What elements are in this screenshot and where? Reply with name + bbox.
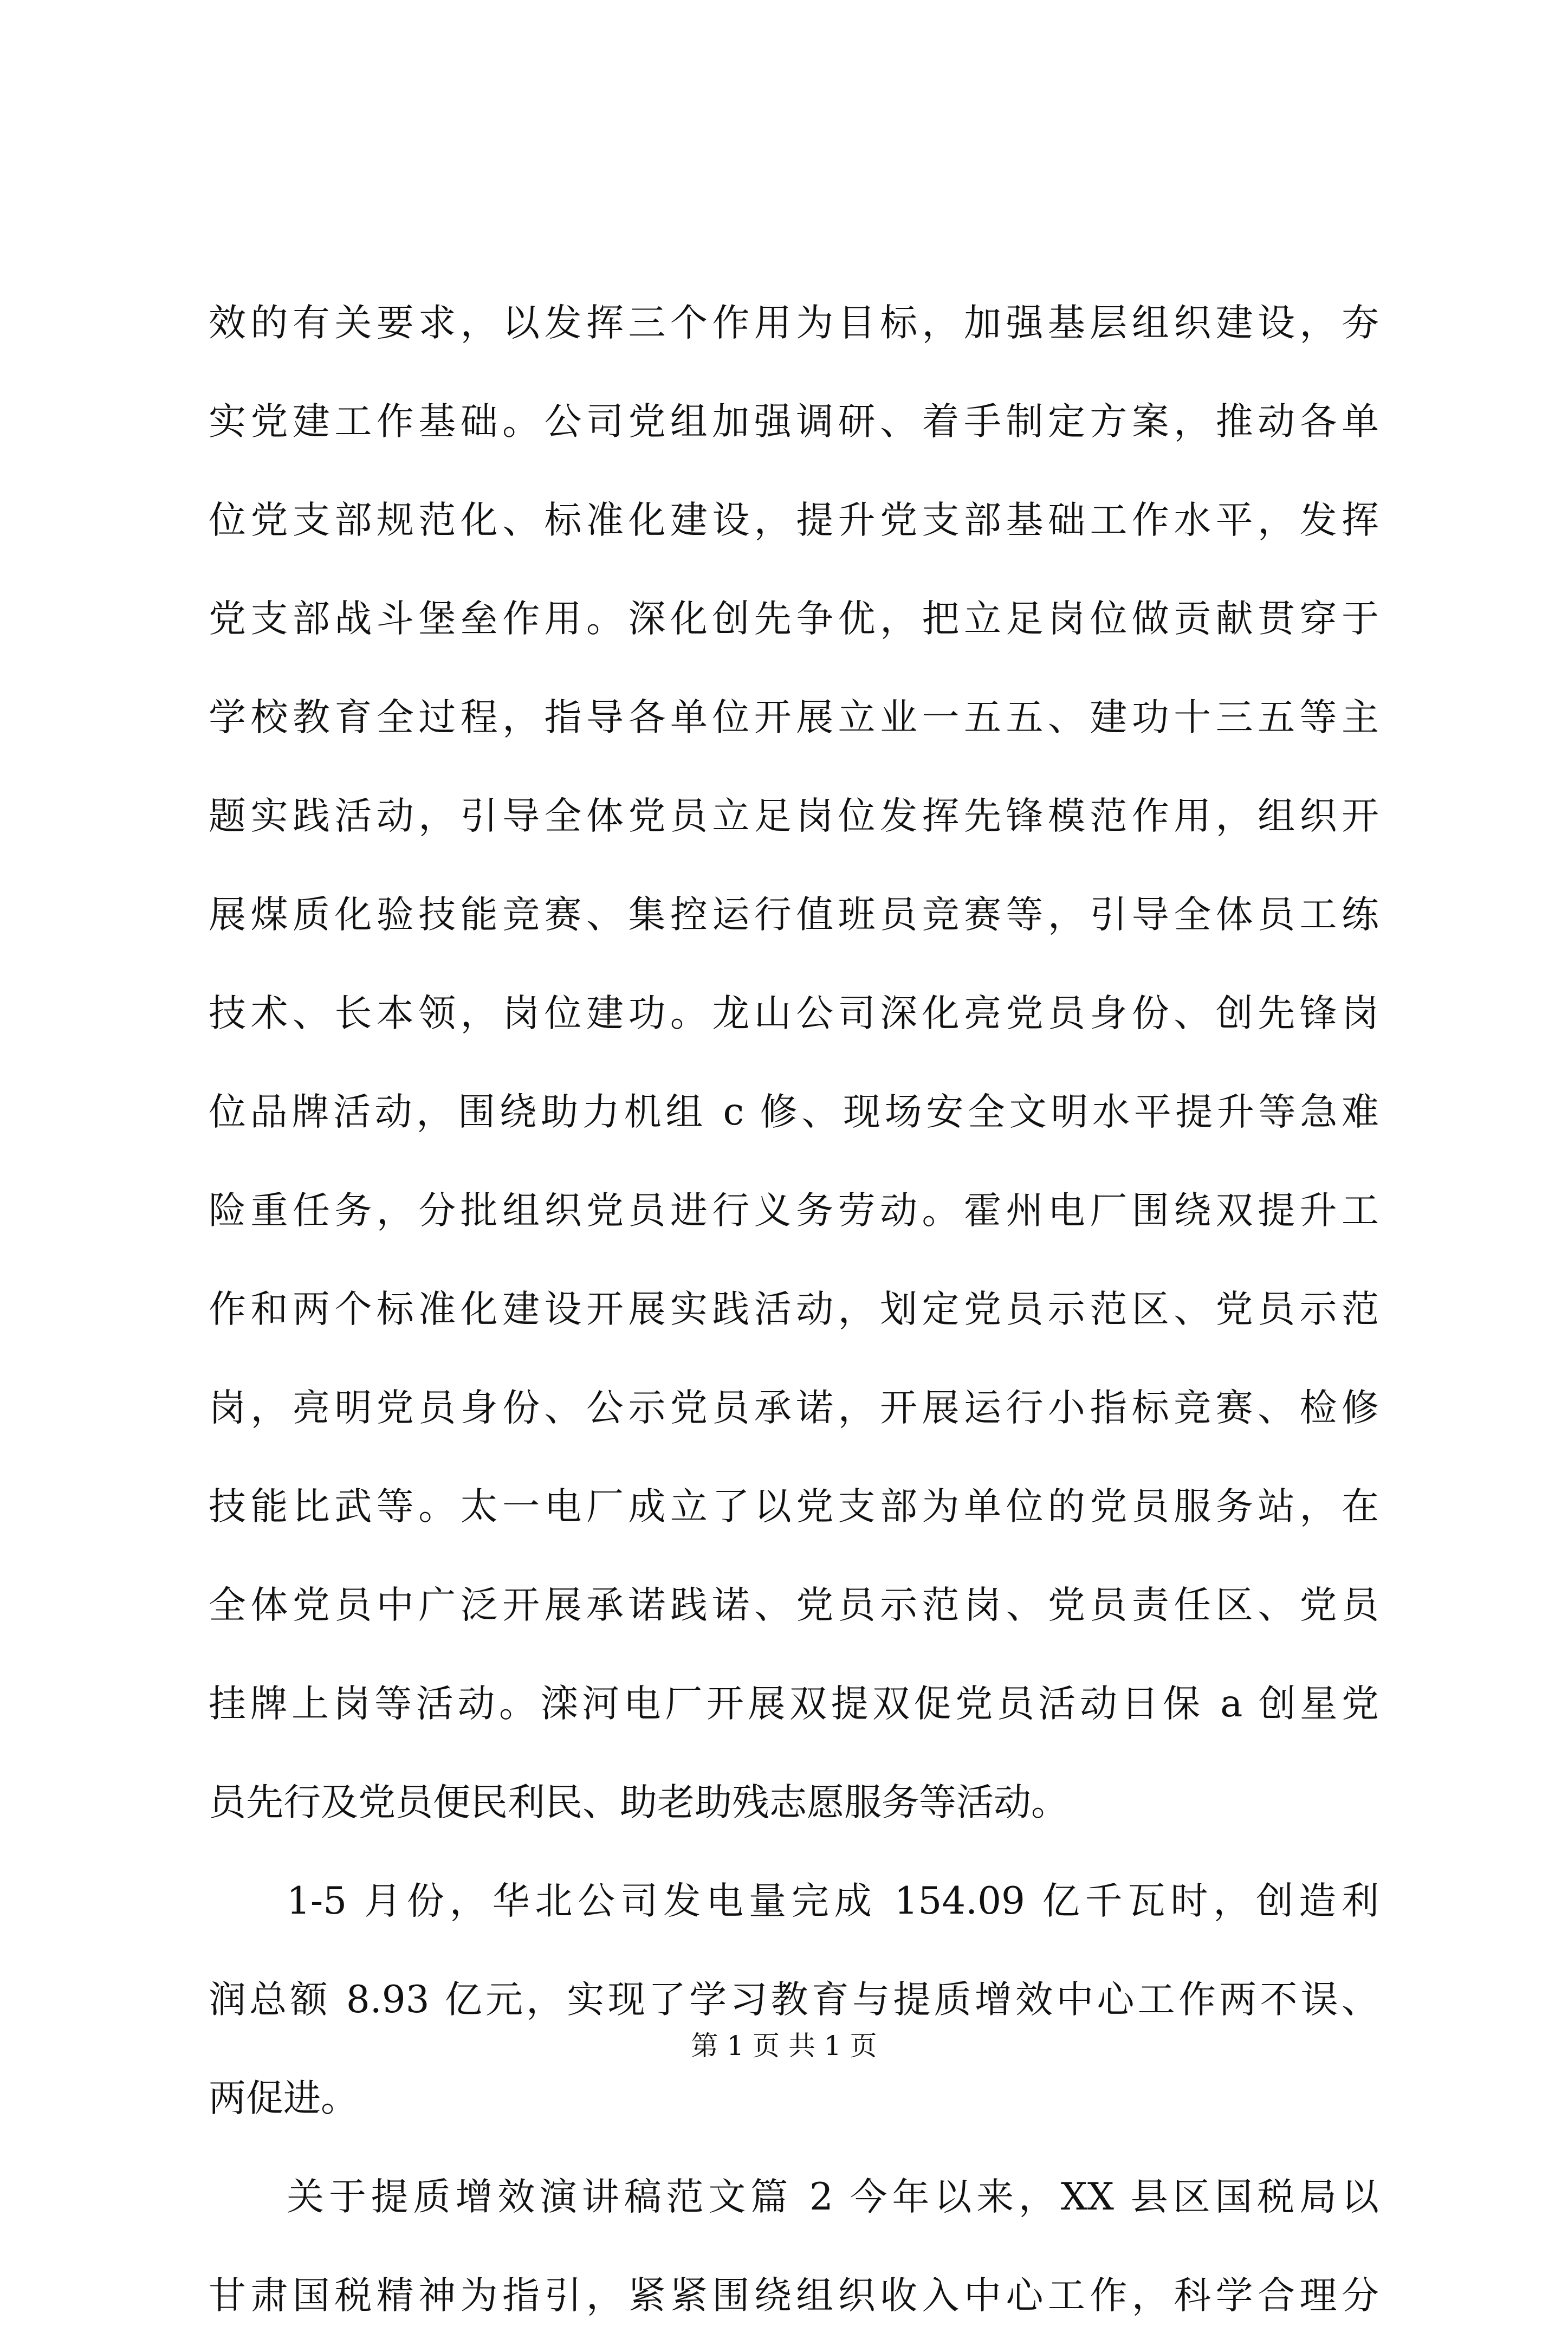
paragraph-2 bbox=[209, 1852, 1379, 2148]
text-line: 关于提质增效演讲稿范文篇 2 今年以来，XX 县区国税局以 bbox=[287, 2175, 1379, 2219]
text-line: 润总额 8.93 亿元，实现了学习教育与提质增效中心工作两不误、 bbox=[209, 1978, 1379, 2021]
paragraph-1 bbox=[209, 274, 1379, 1852]
page-footer: 第 1 页 共 1 页 bbox=[691, 2030, 877, 2062]
text-line: 险重任务，分批组织党员进行义务劳动。霍州电厂围绕双提升工 bbox=[209, 1189, 1379, 1232]
text-line: 实党建工作基础。公司党组加强调研、着手制定方案，推动各单 bbox=[209, 400, 1379, 443]
text-line: 题实践活动，引导全体党员立足岗位发挥先锋模范作用，组织开 bbox=[209, 794, 1379, 838]
text-line: 位党支部规范化、标准化建设，提升党支部基础工作水平，发挥 bbox=[209, 499, 1379, 542]
paragraph-3 bbox=[209, 2148, 1379, 2345]
text-line: 效的有关要求，以发挥三个作用为目标，加强基层组织建设，夯 bbox=[209, 301, 1379, 345]
text-line: 挂牌上岗等活动。滦河电厂开展双提双促党员活动日保 a 创星党 bbox=[209, 1682, 1379, 1726]
text-line: 展煤质化验技能竞赛、集控运行值班员竞赛等，引导全体员工练 bbox=[209, 893, 1379, 936]
text-line: 技术、长本领，岗位建功。龙山公司深化亮党员身份、创先锋岗 bbox=[209, 992, 1379, 1035]
text-line: 甘肃国税精神为指引，紧紧围绕组织收入中心工作，科学合理分 bbox=[209, 2274, 1379, 2317]
text-line: 1-5 月份，华北公司发电量完成 154.09 亿千瓦时，创造利 bbox=[287, 1879, 1379, 1923]
text-line: 两促进。 bbox=[209, 2077, 358, 2120]
text-line: 学校教育全过程，指导各单位开展立业一五五、建功十三五等主 bbox=[209, 696, 1379, 739]
text-line: 党支部战斗堡垒作用。深化创先争优，把立足岗位做贡献贯穿于 bbox=[209, 597, 1379, 641]
text-line: 全体党员中广泛开展承诺践诺、党员示范岗、党员责任区、党员 bbox=[209, 1584, 1379, 1627]
text-line: 作和两个标准化建设开展实践活动，划定党员示范区、党员示范 bbox=[209, 1288, 1379, 1331]
text-line: 员先行及党员便民利民、助老助残志愿服务等活动。 bbox=[209, 1781, 1068, 1824]
text-line: 岗，亮明党员身份、公示党员承诺，开展运行小指标竞赛、检修 bbox=[209, 1386, 1379, 1430]
text-line: 技能比武等。太一电厂成立了以党支部为单位的党员服务站，在 bbox=[209, 1485, 1379, 1528]
text-line: 位品牌活动，围绕助力机组 c 修、现场安全文明水平提升等急难 bbox=[209, 1090, 1379, 1134]
